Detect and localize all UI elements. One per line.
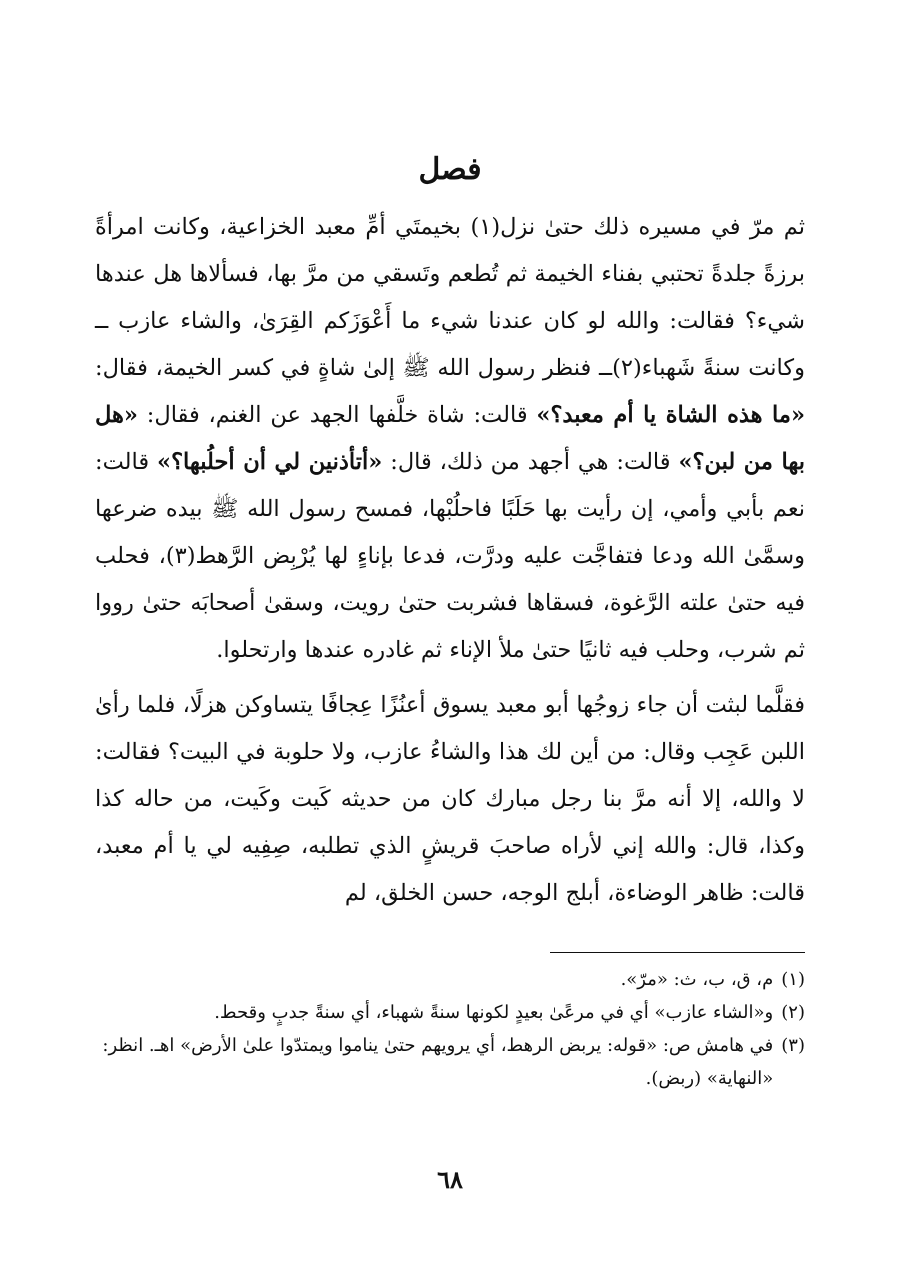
footnote-separator [550,952,805,953]
quoted-speech: «هل بها من لبن؟» [95,402,806,475]
paragraph-text: ثم مرّ في مسيره ذلك حتىٰ نزل(١) بخيمتَي أمِّ معبد الخزاعية، وكانت امرأةً برزةً جلدةً تحتبي بفناء الخيمة ثم تُطعم وتَسقي من مرَّ بها، فسألاها هل عندها شيء؟ فقالت: والله لو كان عندنا شيء ما أَعْوَزَكم القِرَىٰ، والشاء عازب ــ وكانت سنةً شَهباء(٢)ــ فنظر رسول الله ﷺ إلىٰ شاةٍ في كسر الخيمة، فقال: [95,214,805,381]
quoted-speech: «ما هذه الشاة يا أم معبد؟» [536,402,806,428]
footnote-number: (٢) [781,1002,805,1023]
quoted-speech: «أتأذنين لي أن أحلُبها؟» [157,449,383,475]
body-paragraph [95,204,805,674]
footnote [95,1029,805,1095]
body-paragraph [95,682,805,917]
section-heading: فصل [418,152,482,187]
page-number: ٦٨ [437,1165,463,1194]
body-text [95,204,805,917]
footnote [95,996,805,1029]
footnote-number: (٣) [781,1035,805,1056]
footnote-text: في هامش ص: «قوله: يربض الرهط، أي يرويهم حتىٰ يناموا ويمتدّوا علىٰ الأرض» اهـ. انظر: «النهاية» (ربض). [102,1035,774,1089]
footnote-number: (١) [781,969,805,990]
paragraph-text: قالت: نعم بأبي وأمي، إن رأيت بها حَلَبًا فاحلُبْها، فمسح رسول الله ﷺ بيده ضرعها وسمَّىٰ الله ودعا فتفاجَّت عليه ودرَّت، فدعا بإناءٍ لها يُرْبِض الرَّهط(٣)، فحلب فيه حتىٰ علته الرَّغوة، فسقاها فشربت حتىٰ رويت، وسقىٰ أصحابَه حتىٰ رووا ثم شرب، وحلب فيه ثانيًا حتىٰ ملأ الإناء ثم غادره عندها وارتحلوا. [95,449,806,663]
footnote [95,963,805,996]
footnotes-list [95,963,805,1095]
paragraph-text: فقلَّما لبثت أن جاء زوجُها أبو معبد يسوق أعنُزًا عِجافًا يتساوكن هزلًا، فلما رأىٰ اللبن عَجِب وقال: من أين لك هذا والشاءُ عازب، ولا حلوبة في البيت؟ فقالت: لا والله، إلا أنه مرَّ بنا رجل مبارك كان من حديثه كَيت وكَيت، من حاله كذا وكذا، قال: والله إني لأراه صاحبَ قريشٍ الذي تطلبه، صِفِيه لي يا أم معبد، قالت: ظاهر الوضاءة، أبلج الوجه، حسن الخلق، لم [95,692,805,906]
paragraph-text: قالت: هي أجهد من ذلك، قال: [382,449,679,475]
footnote-text: و«الشاء عازب» أي في مرعًىٰ بعيدٍ لكونها سنةً شهباء، أي سنةً جدبٍ وقحط. [214,1002,774,1023]
footnote-text: م، ق، ب، ث: «مرّ». [620,969,774,990]
paragraph-text: قالت: شاة خلَّفها الجهد عن الغنم، فقال: [137,402,537,428]
